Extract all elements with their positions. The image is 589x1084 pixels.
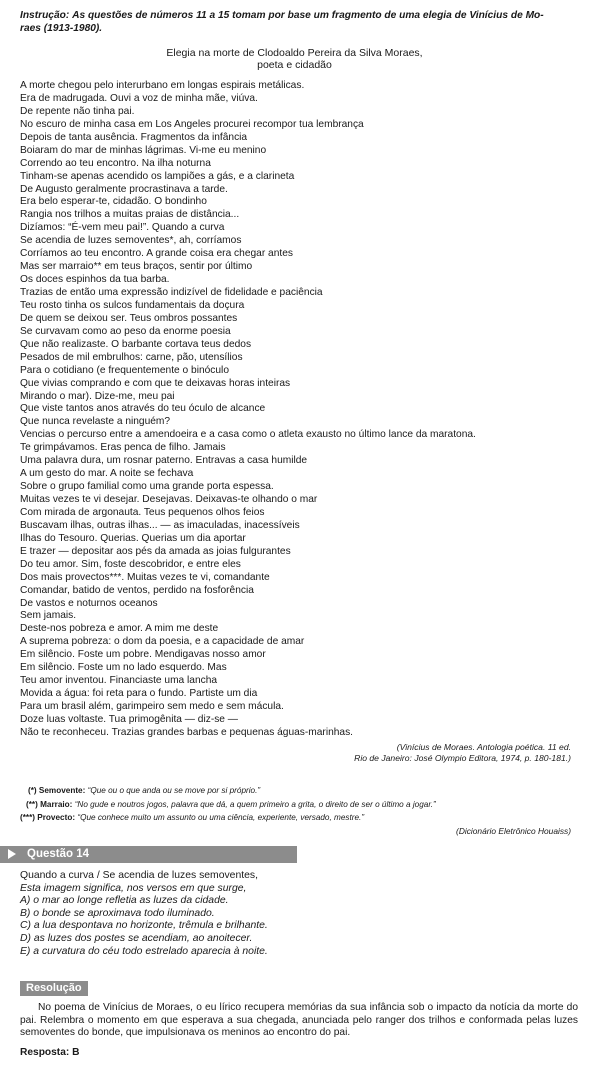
poem-line: A um gesto do mar. A noite se fechava [20, 468, 194, 480]
poem-line: Teu rosto tinha os sulcos fundamentais da doçura [20, 299, 245, 311]
poem-line: Com mirada de argonauta. Teus pequenos olhos feios [20, 506, 265, 518]
poem-line: Uma palavra dura, um rosnar paterno. Entravas a casa humilde [20, 455, 308, 467]
poem-source-line-1: (Vinícius de Moraes. Antologia poética. 11 ed. [396, 742, 571, 752]
poem-line: No escuro de minha casa em Los Angeles procurei recompor tua lembrança [20, 118, 364, 130]
poem-line: Deste-nos pobreza e amor. A mim me deste [20, 623, 219, 635]
footnote-provecto: (***) Provecto: “Que conhece muito um assunto ou uma ciência, experiente, versado, mestre.” [20, 813, 365, 822]
footnote-marraio: (**) Marraio: “No gude e noutros jogos, palavra que dá, a quem primeiro a grita, o direito de ser o último a jogar.” [26, 800, 436, 809]
poem-line: Para um brasil além, garimpeiro sem medo e sem mácula. [20, 701, 284, 712]
question-label: Questão 14 [27, 848, 89, 860]
poem-line: Corríamos ao teu encontro. A grande coisa era chegar antes [20, 248, 293, 260]
poem-line: Depois de tanta ausência. Fragmentos da infância [20, 131, 248, 143]
poem-line: Que não realizaste. O barbante cortava teus dedos [20, 338, 252, 350]
poem-line: Teu amor inventou. Financiaste uma lancha [20, 675, 218, 687]
poem-line: Para o cotidiano (e frequentemente o binóculo [20, 364, 229, 376]
poem-line: De vastos e noturnos oceanos [20, 597, 158, 609]
poem-line: A morte chegou pelo interurbano em longas espirais metálicas. [20, 80, 305, 91]
poem-line: De quem se deixou ser. Teus ombros possantes [20, 312, 238, 324]
poem-line: Movida a água: foi reta para o fundo. Partiste um dia [20, 688, 258, 700]
poem-line: Pesados de mil embrulhos: carne, pão, utensílios [20, 351, 243, 363]
instruction-line-1 [20, 10, 575, 23]
poem-line: De repente não tinha pai. [20, 105, 135, 117]
instruction-text: As questões de números 11 a 15 tomam por base um fragmento de uma elegia de Vinícius de Mo- [72, 10, 544, 21]
question-line-1: Quando a curva / Se acendia de luzes semoventes, [20, 870, 258, 881]
option-c: C) a lua despontava no horizonte, trêmula e brilhante. [20, 920, 268, 932]
poem-line: Sem jamais. [20, 610, 77, 622]
footnote-semovente: (*) Semovente: “Que ou o que anda ou se move por si próprio.” [28, 786, 261, 795]
poem-line: A suprema pobreza: o dom da poesia, e a capacidade de amar [20, 636, 305, 648]
resolution-label: Resolução [20, 981, 88, 996]
poem-line: Do teu amor. Sim, foste descobridor, e entre eles [20, 558, 241, 570]
poem-line: Rangia nos trilhos a muitas praias de distância... [20, 209, 240, 221]
poem-line: Mas ser marraio** em teus braços, sentir por último [20, 261, 253, 273]
poem-line: Boiaram do mar de minhas lágrimas. Vi-me eu menino [20, 144, 267, 156]
poem-line: Ilhas do Tesouro. Querias. Querias um dia aportar [20, 532, 246, 544]
poem-line: E trazer — depositar aos pés da amada as joias fulgurantes [20, 545, 291, 557]
poem-line: Os doces espinhos da tua barba. [20, 274, 170, 286]
poem-line: Doze luas voltaste. Tua primogênita — diz-se — [20, 713, 238, 725]
poem-line: Que nunca revelaste a ninguém? [20, 416, 171, 428]
instruction-line-2: raes (1913-1980). [20, 22, 103, 34]
poem-line: Se curvavam como ao peso da enorme poesia [20, 325, 231, 337]
poem-line: Correndo ao teu encontro. Na ilha noturna [20, 157, 211, 169]
poem-body [20, 80, 580, 740]
poem-line: Era de madrugada. Ouvi a voz de minha mãe, viúva. [20, 92, 258, 104]
poem-line: Muitas vezes te vi desejar. Desejavas. Deixavas-te olhando o mar [20, 494, 318, 505]
poem-line: De Augusto geralmente procrastinava a tarde. [20, 183, 228, 195]
poem-line: Se acendia de luzes semoventes*, ah, corríamos [20, 235, 242, 247]
poem-line: Mirando o mar). Dize-me, meu pai [20, 390, 175, 402]
question-line-2: Esta imagem significa, nos versos em que surge, [20, 882, 247, 894]
poem-line: Buscavam ilhas, outras ilhas... — as imaculadas, inacessíveis [20, 519, 300, 531]
poem-line: Que vivias comprando e com que te deixavas horas inteiras [20, 377, 291, 389]
poem-line: Em silêncio. Foste um pobre. Mendigavas nosso amor [20, 649, 266, 661]
poem-title: Elegia na morte de Clodoaldo Pereira da Silva Moraes, [166, 47, 423, 59]
answer: Resposta: B [20, 1047, 80, 1058]
question-stem [20, 870, 580, 958]
poem-line: Em silêncio. Foste um no lado esquerdo. Mas [20, 662, 227, 674]
option-e: E) a curvatura do céu todo estrelado aparecia à noite. [20, 945, 268, 957]
poem-line: Sobre o grupo familial como uma grande porta espessa. [20, 481, 274, 493]
instruction-label: Instrução: [20, 10, 70, 21]
option-a: A) o mar ao longe refletia as luzes da cidade. [20, 895, 229, 907]
poem-line: Dos mais provectos***. Muitas vezes te vi, comandante [20, 571, 270, 583]
poem-line: Vencias o percurso entre a amendoeira e a casa como o atleta exausto no último lance da maratona. [20, 429, 476, 441]
poem-source-line-2: Rio de Janeiro: José Olympio Editora, 1974, p. 180-181.) [354, 753, 571, 763]
option-d: D) as luzes dos postes se acendiam, ao anoitecer. [20, 932, 253, 944]
poem-line: Te grimpávamos. Eras penca de filho. Jamais [20, 442, 226, 454]
option-b: B) o bonde se aproximava todo iluminado. [20, 907, 215, 919]
poem-line: Trazias de então uma expressão indizível de fidelidade e paciência [20, 287, 323, 298]
poem-line: Tinham-se apenas acendido os lampiões a gás, e a clarineta [20, 170, 295, 182]
poem-line: Comandar, batido de ventos, perdido na fosforência [20, 584, 254, 596]
poem-line: Dizíamos: “É-vem meu pai!”. Quando a curva [20, 222, 225, 234]
poem-line: Que viste tantos anos através do teu óculo de alcance [20, 403, 266, 415]
poem-line: Não te reconheceu. Trazias grandes barbas e pequenas águas-marinhas. [20, 726, 353, 738]
resolution-text: No poema de Vinícius de Moraes, o eu lírico recupera memórias da sua infância sob o impacto da notícia da morte do pai. Relembra o momento em que esperava a sua chegada, anunciada pelo ranger dos trilhos e conformada pelas luzes semoventes do bonde, que impulsionava os meninos ao encontro do pai. [20, 1002, 578, 1039]
play-triangle-icon [8, 849, 16, 859]
poem-line: Era belo esperar-te, cidadão. O bondinho [20, 196, 207, 208]
poem-subtitle: poeta e cidadão [257, 59, 332, 71]
question-header [0, 846, 297, 863]
dictionary-source: (Dicionário Eletrônico Houaiss) [456, 826, 571, 836]
instruction [20, 10, 575, 35]
